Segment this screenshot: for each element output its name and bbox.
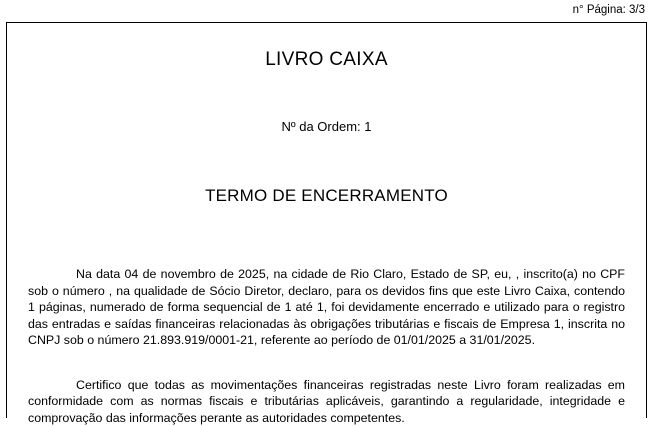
page-title: LIVRO CAIXA — [23, 49, 630, 71]
section-title: TERMO DE ENCERRAMENTO — [23, 186, 630, 206]
closing-statement-paragraph: Na data 04 de novembro de 2025, na cidade de Rio Claro, Estado de SP, eu, , inscrito(a) no CPF sob o número , na qualidade de Sócio Diretor, declaro, para os devidos fins que este Livro Caixa, contendo 1 páginas, numerado de forma sequencial de 1 até 1, foi devidamente encerrado e utilizado para o registro das entradas e saídas financeiras relacionadas às obrigações tributárias e fiscais de Empresa 1, inscrita no CNPJ sob o número 21.893.919/0001-21, referente ao período de 01/01/2025 a 31/01/2025. — [23, 266, 630, 349]
certification-paragraph: Certifico que todas as movimentações financeiras registradas neste Livro foram realizadas em conformidade com as normas fiscais e tributárias aplicáveis, garantindo a regularidade, integridade e comprovação das informações perante as autoridades competentes. — [23, 377, 630, 426]
document-frame — [6, 22, 647, 418]
order-number: Nº da Ordem: 1 — [23, 119, 630, 134]
page-indicator: n° Página: 3/3 — [0, 0, 653, 21]
